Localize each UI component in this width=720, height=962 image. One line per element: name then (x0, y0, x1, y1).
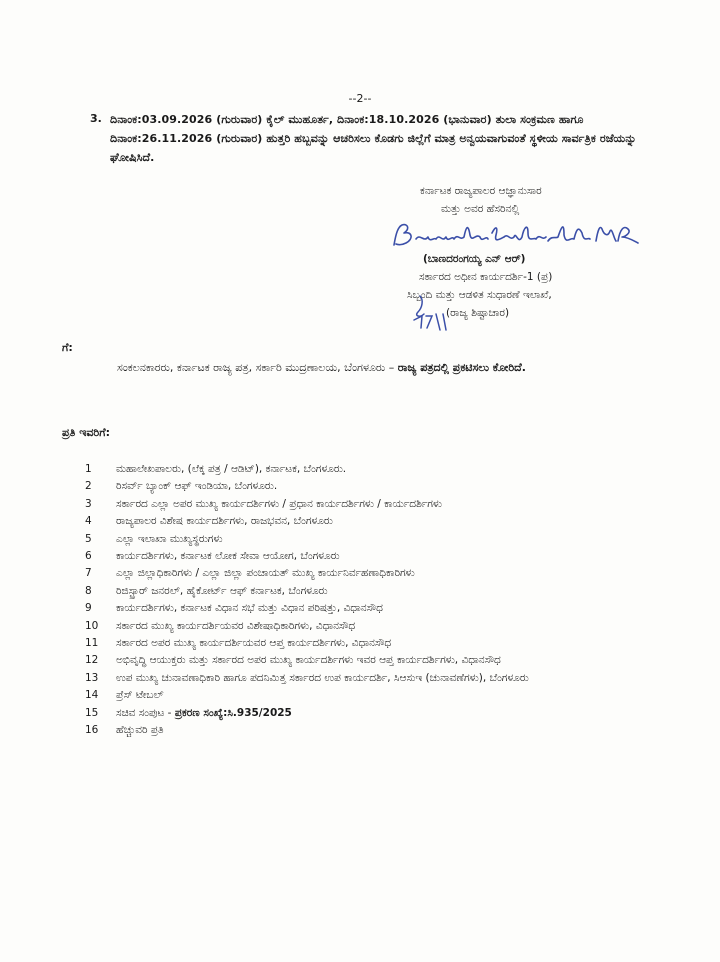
item-number: 9 (85, 602, 92, 615)
item-number: 5 (85, 532, 92, 545)
list-item (85, 548, 665, 565)
signatory-designation-1: ಸರ್ಕಾರದ ಅಧೀನ ಕಾರ್ಯದರ್ಶಿ-1 (ಪ್ರ) (419, 271, 553, 283)
item-number: 10 (85, 619, 99, 632)
list-item (85, 618, 665, 635)
list-item (85, 461, 665, 478)
item-text: ಸರ್ಕಾರದ ಮುಖ್ಯ ಕಾರ್ಯದರ್ಶಿಯವರ ವಿಶೇಷಾಧಿಕಾರಿಗಳು, ವಿಧಾನಸೌಧ (116, 619, 356, 632)
item-number: 16 (85, 724, 99, 737)
list-item (85, 583, 665, 600)
item-number: 1 (85, 463, 92, 475)
item-number: 14 (85, 689, 99, 702)
list-item (85, 652, 665, 669)
item-text: ಮಹಾಲೇಖಪಾಲರು, (ಲೆಕ್ಕ ಪತ್ರ / ಆಡಿಟ್), ಕರ್ನಾಟಕ, ಬೆಂಗಳೂರು. (116, 463, 347, 475)
list-item (85, 513, 665, 530)
paragraph-3-text: ದಿನಾಂಕ:03.09.2026 (ಗುರುವಾರ) ಕೈಲ್ ಮುಹೂರ್ತ, ದಿನಾಂಕ:18.10.2026 (ಭಾನುವಾರ) ತುಲಾ ಸಂಕ್ರಮಣ ಹಾಗೂ ದಿನಾಂಕ:26.11.2026 (ಗುರುವಾರ) ಹುತ್ತರಿ ಹಬ್ಬವನ್ನು ಆಚರಿಸಲು ಕೊಡಗು ಜಿಲ್ಲೆಗೆ ಮಾತ್ರ ಅನ್ವಯವಾಗುವಂತೆ ಸ್ಥಳೀಯ ಸಾರ್ವತ್ರಿಕ ರಜೆಯನ್ನು ಘೋಷಿಸಿದೆ. (110, 113, 637, 164)
list-item (85, 670, 665, 687)
item-number: 13 (85, 671, 99, 684)
signatory-name: (ಬಾಣದರಂಗಯ್ಯ ಎನ್ ಆರ್) (423, 253, 526, 265)
item-number: 12 (85, 654, 99, 667)
copy-to-heading: ಪ್ರತಿ ಇವರಿಗೆ: (62, 426, 111, 439)
item-number: 15 (85, 706, 99, 719)
to-recipient-text (117, 357, 662, 378)
item-text: ಪ್ರೆಸ್ ಟೇಬಲ್ (116, 689, 164, 702)
to-text-bold: ರಾಜ್ಯ ಪತ್ರದಲ್ಲಿ ಪ್ರಕಟಿಸಲು ಕೋರಿದೆ. (397, 361, 526, 374)
list-item (85, 531, 665, 548)
list-item (85, 722, 665, 739)
item-text: ಕಾರ್ಯದರ್ಶಿಗಳು, ಕರ್ನಾಟಕ ಲೋಕ ಸೇವಾ ಆಯೋಗ, ಬೆಂಗಳೂರು (116, 550, 340, 563)
to-label: ಗೆ: (62, 341, 73, 354)
list-item (85, 635, 665, 652)
item-number: 8 (85, 584, 92, 597)
to-text-plain: ಸಂಕಲನಕಾರರು, ಕರ್ನಾಟಕ ರಾಜ್ಯ ಪತ್ರ, ಸರ್ಕಾರಿ ಮುದ್ರಣಾಲಯ, ಬೆಂಗಳೂರು – (117, 361, 395, 374)
case-number: ಪ್ರಕರಣ ಸಂಖ್ಯೆ:ಸಿ.935/2025 (174, 706, 292, 719)
item-number: 6 (85, 550, 92, 563)
item-text: ರಿಸರ್ವ್ ಬ್ಯಾಂಕ್ ಆಫ್ ಇಂಡಿಯಾ, ಬೆಂಗಳೂರು. (116, 480, 278, 493)
item-text: ಉಪ ಮುಖ್ಯ ಚುನಾವಣಾಧಿಕಾರಿ ಹಾಗೂ ಪದನಿಮಿತ್ತ ಸರ್ಕಾರದ ಉಪ ಕಾರ್ಯದರ್ಶಿ, ಸಿಆಸುಇ (ಚುನಾವಣೆಗಳು), ಬೆಂಗಳೂರು (116, 671, 529, 684)
copy-to-list (85, 461, 665, 740)
signatory-designation-3: (ರಾಜ್ಯ ಶಿಷ್ಟಾಚಾರ) (446, 307, 510, 319)
signature-line-2: ಮತ್ತು ಅವರ ಹೆಸರಿನಲ್ಲಿ (441, 203, 520, 215)
initial-mark (408, 292, 452, 332)
item-number: 11 (85, 637, 99, 650)
item-text: ಎಲ್ಲಾ ಇಲಾಖಾ ಮುಖ್ಯಸ್ಥರುಗಳು (116, 532, 223, 545)
signatory-designation-2: ಸಿಬ್ಬಂದಿ ಮತ್ತು ಆಡಳಿತ ಸುಧಾರಣೆ ಇಲಾಖೆ, (407, 289, 552, 301)
list-item (85, 705, 665, 722)
paragraph-number: 3. (90, 112, 102, 125)
page-number: --2-- (348, 92, 372, 105)
item-text: ರಾಜ್ಯಪಾಲರ ವಿಶೇಷ ಕಾರ್ಯದರ್ಶಿಗಳು, ರಾಜಭವನ, ಬೆಂಗಳೂರು (116, 515, 333, 528)
item-text: ಕಾರ್ಯದರ್ಶಿಗಳು, ಕರ್ನಾಟಕ ವಿಧಾನ ಸಭೆ ಮತ್ತು ವಿಧಾನ ಪರಿಷತ್ತು, ವಿಧಾನಸೌಧ (116, 602, 383, 615)
item-text: ಸರ್ಕಾರದ ಅಪರ ಮುಖ್ಯ ಕಾರ್ಯದರ್ಶಿಯವರ ಆಪ್ತ ಕಾರ್ಯದರ್ಶಿಗಳು, ವಿಧಾನಸೌಧ (116, 637, 392, 650)
signature-line-1: ಕರ್ನಾಟಕ ರಾಜ್ಯಪಾಲರ ಆಜ್ಞಾನುಸಾರ (420, 185, 542, 197)
item-text: ರಿಜಿಸ್ಟ್ರಾರ್ ಜನರಲ್, ಹೈಕೋರ್ಟ್ ಆಫ್ ಕರ್ನಾಟಕ, ಬೆಂಗಳೂರು (116, 584, 328, 597)
item-number: 3 (85, 497, 92, 510)
list-item (85, 687, 665, 704)
list-item (85, 600, 665, 617)
item-number: 7 (85, 567, 92, 580)
item-text: ಹೆಚ್ಚುವರಿ ಪ್ರತಿ (116, 724, 164, 737)
item-text: ಸರ್ಕಾರದ ಎಲ್ಲಾ ಅಪರ ಮುಖ್ಯ ಕಾರ್ಯದರ್ಶಿಗಳು / ಪ್ರಧಾನ ಕಾರ್ಯದರ್ಶಿಗಳು / ಕಾರ್ಯದರ್ಶಿಗಳು (116, 497, 442, 510)
item-number: 4 (85, 515, 92, 528)
item-text (116, 705, 665, 722)
list-item (85, 496, 665, 513)
handwritten-signature (388, 215, 658, 255)
item-text: ಎಲ್ಲಾ ಜಿಲ್ಲಾಧಿಕಾರಿಗಳು / ಎಲ್ಲಾ ಜಿಲ್ಲಾ ಪಂಚಾಯತ್ ಮುಖ್ಯ ಕಾರ್ಯನಿರ್ವಹಣಾಧಿಕಾರಿಗಳು (116, 567, 415, 580)
item-text: ಅಭಿವೃದ್ಧಿ ಆಯುಕ್ತರು ಮತ್ತು ಸರ್ಕಾರದ ಅಪರ ಮುಖ್ಯ ಕಾರ್ಯದರ್ಶಿಗಳು ಇವರ ಆಪ್ತ ಕಾರ್ಯದರ್ಶಿಗಳು, ವಿಧಾನಸೌಧ (116, 654, 501, 667)
item-number: 2 (85, 480, 92, 493)
list-item (85, 478, 665, 495)
item-text-plain: ಸಚಿವ ಸಂಪುಟ - (116, 706, 175, 719)
list-item (85, 565, 665, 582)
